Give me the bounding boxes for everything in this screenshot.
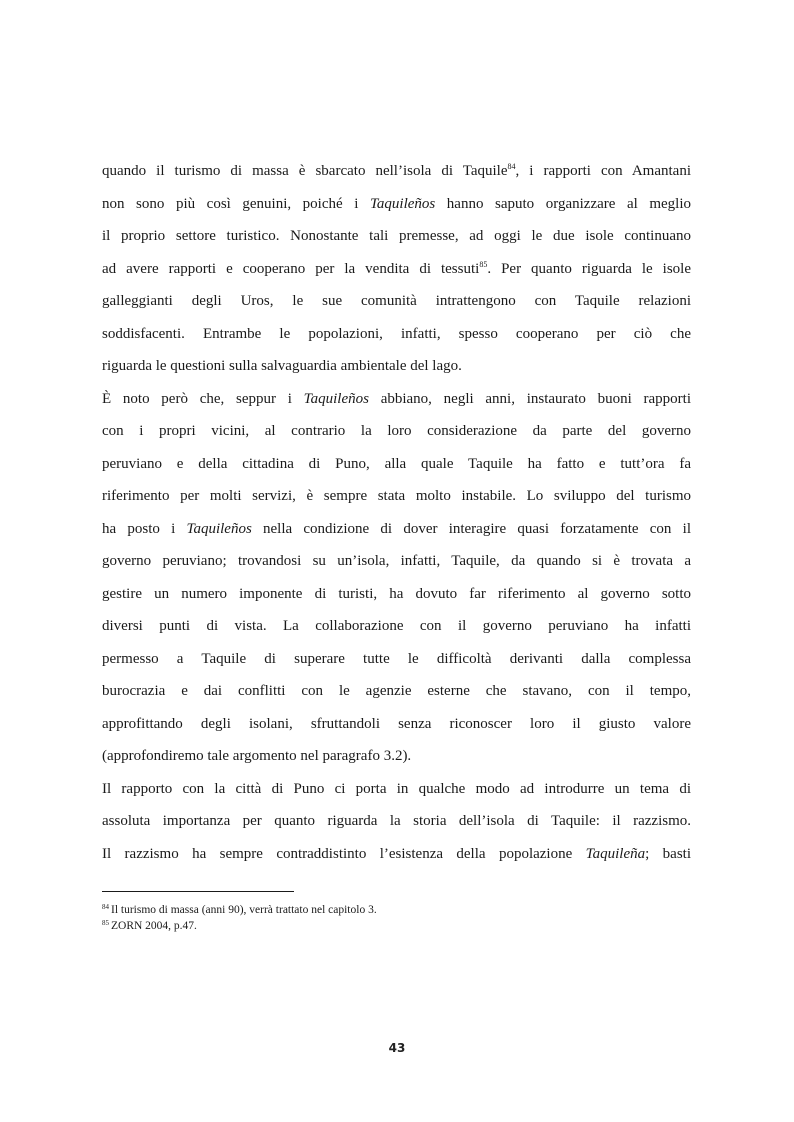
italic-term: Taquileña — [585, 845, 646, 862]
footnote-number: 85 — [102, 919, 109, 927]
footnote-text: ZORN 2004, p.47. — [111, 920, 197, 932]
italic-term: Taquileños — [369, 195, 436, 212]
footnote-number: 84 — [102, 903, 109, 911]
text-line: ad avere rapporti e cooperano per la vendita di tessuti$^{85}$. Per quanto riguarda le isole — [102, 259, 691, 277]
text-line: diversi punti di vista. La collaborazione con il governo peruviano ha infatti — [102, 618, 691, 634]
footnotes — [102, 902, 691, 934]
text-line: È noto però che, seppur i Taquileños abbiano, negli anni, instaurato buoni rapporti — [102, 390, 691, 407]
footnote-ref-84[interactable]: 84 — [507, 162, 516, 171]
footnote-text: Il turismo di massa (anni 90), verrà trattato nel capitolo 3. — [111, 904, 377, 916]
text-line: il proprio settore turistico. Nonostante tali premesse, ad oggi le due isole continuano — [102, 228, 691, 244]
text-line: quando il turismo di massa è sbarcato nell’isola di Taquile$^{84}$, i rapporti con Amantani — [102, 162, 692, 179]
text-line: burocrazia e dai conflitti con le agenzie esterne che stavano, con il tempo, — [102, 683, 691, 699]
italic-term: Taquileños — [303, 390, 369, 407]
text-line: permesso a Taquile di superare tutte le difficoltà derivanti dalla complessa — [102, 650, 691, 667]
text-line: riferimento per molti servizi, è sempre stata molto instabile. Lo sviluppo del turismo — [102, 488, 691, 504]
footnote-separator — [102, 891, 294, 892]
footnote-84 — [102, 902, 691, 918]
footnote-ref-85[interactable]: 85 — [479, 259, 488, 269]
text-line: gestire un numero imponente di turisti, ha dovuto far riferimento al governo sotto — [102, 585, 691, 602]
text-line: approfittando degli isolani, sfruttandoli senza riconoscer loro il giusto valore — [102, 715, 691, 732]
italic-term: Taquileños — [186, 520, 252, 537]
text-line: non sono più così genuini, poiché i Taquileños hanno saputo organizzare al meglio — [102, 195, 692, 212]
text-line: (approfondiremo tale argomento nel paragrafo 3.2). — [102, 748, 412, 764]
text-line: assoluta importanza per quanto riguarda la storia dell’isola di Taquile: il razzismo. — [102, 813, 691, 829]
body-text — [102, 155, 691, 870]
text-line: Il razzismo ha sempre contraddistinto l’esistenza della popolazione Taquileña; basti — [102, 845, 691, 862]
text-line: ha posto i Taquileños nella condizione di dover interagire quasi forzatamente con il — [102, 520, 691, 537]
text-line: galleggianti degli Uros, le sue comunità intrattengono con Taquile relazioni — [102, 293, 691, 309]
footnote-85 — [102, 918, 691, 934]
text-line: governo peruviano; trovandosi su un’isola, infatti, Taquile, da quando si è trovata a — [102, 553, 691, 569]
text-line: con i propri vicini, al contrario la loro considerazione da parte del governo — [102, 423, 691, 439]
text-line: soddisfacenti. Entrambe le popolazioni, infatti, spesso cooperano per ciò che — [102, 325, 691, 342]
text-line: peruviano e della cittadina di Puno, alla quale Taquile ha fatto e tutt’ora fa — [102, 455, 691, 472]
text-line: riguarda le questioni sulla salvaguardia ambientale del lago. — [102, 358, 462, 374]
text-line: Il rapporto con la città di Puno ci porta in qualche modo ad introdurre un tema di — [102, 780, 691, 797]
page-number: 43 — [388, 1041, 406, 1055]
